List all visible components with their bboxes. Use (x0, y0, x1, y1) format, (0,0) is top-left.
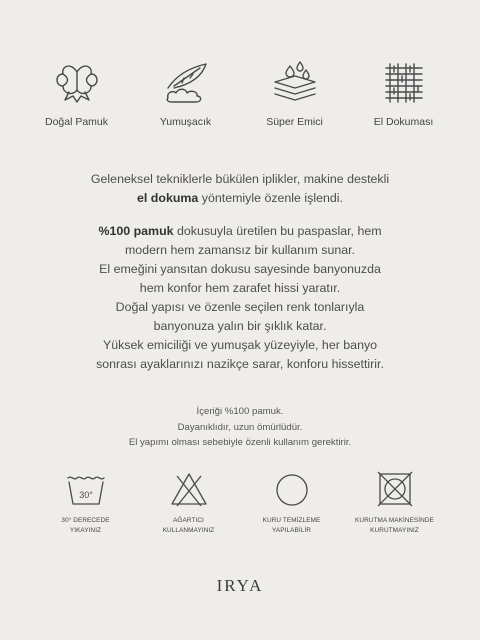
care-label (41, 516, 131, 536)
feature-natural-cotton (27, 58, 127, 128)
description-text: Yüksek emiciliği ve yumuşak yüzeyiyle, her banyo (102, 338, 378, 352)
wash-30-icon (66, 470, 106, 508)
care-wash-30 (41, 470, 131, 536)
care-label-line: 30° DERECEDE (61, 517, 110, 524)
description-text: banyonuza yalın bir şıklık katar. (153, 319, 327, 333)
description-text: hem konfor hem zarafet hissi yaratır. (139, 281, 341, 295)
care-instructions-row (0, 470, 480, 536)
cotton-flower-icon (51, 58, 103, 106)
description-text: modern hem zamansız bir kullanım sunar. (124, 243, 355, 257)
care-no-bleach (144, 470, 234, 536)
no-tumble-dry-icon (375, 470, 415, 508)
product-description (40, 170, 440, 374)
care-dry-clean (247, 470, 337, 536)
care-label-line: KULLANMAYINIZ (162, 527, 215, 534)
feature-label: El Dokuması (373, 116, 434, 128)
description-bold-hand-woven: el dokuma (137, 191, 199, 205)
care-label-line: YAPILABİLİR (272, 527, 311, 534)
feature-hand-woven (354, 58, 454, 128)
care-label-line: AĞARTICI (173, 517, 204, 524)
absorbent-layers-icon (269, 58, 321, 106)
dry-clean-icon (272, 470, 312, 508)
care-label (247, 516, 337, 536)
no-bleach-icon (169, 470, 209, 508)
care-label (350, 516, 440, 536)
note-line: Dayanıklıdır, uzun ömürlüdür. (177, 421, 303, 433)
note-line: El yapımı olması sebebiyle özenli kullanım gerektirir. (128, 437, 352, 448)
description-paragraph-2 (40, 222, 440, 374)
care-label-line: YIKAYINIZ (69, 527, 102, 534)
care-label-line: KURUTMAYINIZ (370, 527, 419, 534)
care-label-line: KURUTMA MAKİNESİNDE (355, 517, 434, 524)
description-text: sonrası ayaklarınızı nazikçe sarar, konforu hissettirir. (96, 357, 384, 371)
care-label-line: KURU TEMİZLEME (262, 517, 321, 524)
product-notes (40, 404, 440, 451)
feature-label: Süper Emici (266, 116, 323, 128)
description-bold-cotton: %100 pamuk (98, 224, 174, 238)
description-paragraph-1 (40, 170, 440, 208)
wash-temperature: 30° (78, 490, 93, 500)
feature-soft (136, 58, 236, 128)
feature-label: Doğal Pamuk (44, 116, 109, 128)
description-text: Doğal yapısı ve özenle seçilen renk tonlarıyla (115, 300, 365, 314)
note-line: İçeriği %100 pamuk. (196, 406, 284, 417)
feature-icons-row (0, 58, 480, 128)
feather-cloud-icon (160, 58, 212, 106)
description-text: El emeğini yansıtan dokusu sayesinde banyonuzda (99, 262, 381, 276)
description-text: dokusuyla üretilen bu paspaslar, hem (173, 224, 382, 238)
description-text: yöntemiyle özenle işlendi. (198, 191, 343, 205)
care-label (144, 516, 234, 536)
care-no-tumble-dry (350, 470, 440, 536)
brand-logo: IRYA (216, 576, 264, 595)
feature-super-absorbent (245, 58, 345, 128)
description-text: Geleneksel tekniklerle bükülen iplikler, makine destekli (90, 172, 390, 186)
weave-grid-icon (378, 58, 430, 106)
feature-label: Yumuşacık (159, 116, 212, 128)
